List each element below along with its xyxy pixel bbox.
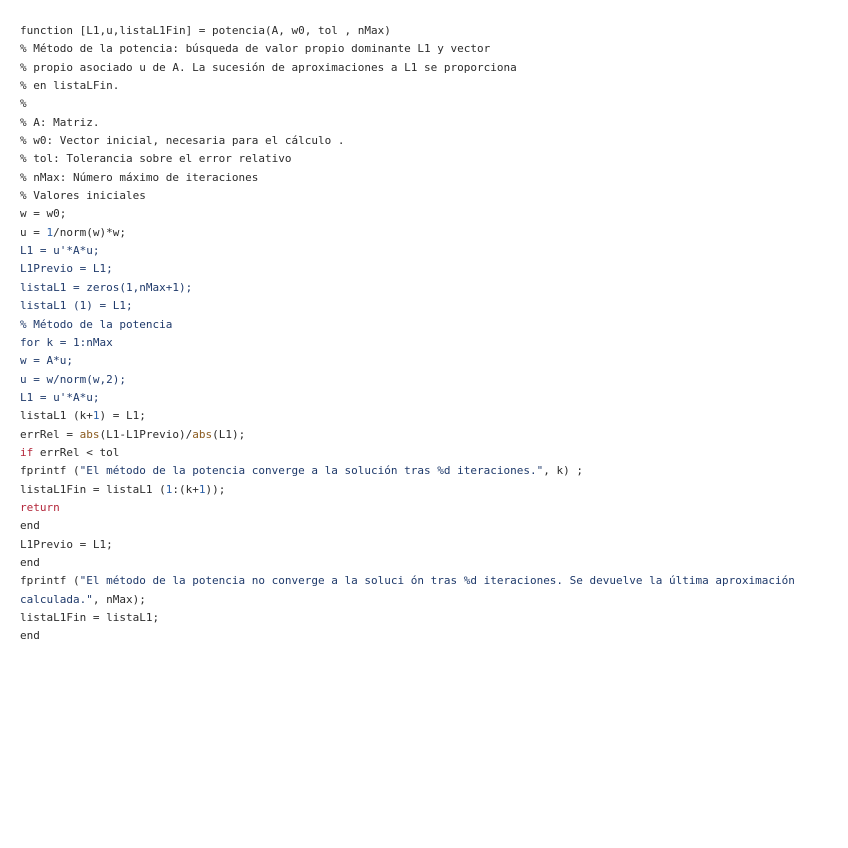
code-token-plain: (L1); bbox=[212, 427, 246, 441]
code-line bbox=[20, 371, 830, 389]
code-token-plain: fprintf ( bbox=[20, 464, 80, 478]
code-line bbox=[20, 77, 830, 95]
code-line bbox=[20, 536, 830, 554]
code-token-plain: function [L1,u,listaL1Fin] = potencia(A, w0, tol , nMax) bbox=[20, 24, 391, 37]
code-token-plain: end bbox=[20, 555, 40, 569]
code-token-keyword: return bbox=[20, 500, 60, 514]
code-token-blue: for k = 1:nMax bbox=[20, 335, 113, 349]
code-token-number: 1 bbox=[165, 482, 173, 496]
code-token-plain: listaL1Fin = listaL1; bbox=[20, 611, 160, 624]
code-line bbox=[20, 40, 830, 58]
code-line bbox=[20, 554, 830, 572]
code-line bbox=[20, 591, 830, 609]
code-line bbox=[20, 627, 830, 645]
code-token-func: abs bbox=[192, 427, 213, 441]
code-token-plain: :(k+ bbox=[172, 482, 199, 496]
code-token-plain: u = bbox=[20, 225, 47, 239]
code-token-blue: w = A*u; bbox=[20, 354, 73, 368]
code-token-plain: fprintf ( bbox=[20, 574, 80, 588]
code-line bbox=[20, 150, 830, 168]
code-token-plain: errRel < tol bbox=[33, 445, 120, 459]
code-token-plain: (L1-L1Previo)/ bbox=[99, 427, 193, 441]
code-token-plain: , nMax); bbox=[92, 592, 146, 606]
code-token-blue: L1 = u'*A*u; bbox=[20, 390, 100, 404]
code-token-blue: L1Previo = L1; bbox=[20, 262, 113, 276]
code-token-comment: % bbox=[20, 97, 27, 111]
code-token-string: calculada." bbox=[20, 592, 93, 606]
code-token-func: abs bbox=[79, 427, 100, 441]
code-line bbox=[20, 352, 830, 370]
code-line bbox=[20, 517, 830, 535]
code-token-comment: % en listaLFin. bbox=[20, 79, 120, 93]
code-line bbox=[20, 169, 830, 187]
code-token-string: "El método de la potencia no converge a la soluci ón tras %d iteraciones. Se devuelve la última aproximación bbox=[79, 574, 795, 588]
code-token-comment: % tol: Tolerancia sobre el error relativo bbox=[20, 152, 292, 166]
code-token-number: 1 bbox=[92, 409, 100, 423]
code-line bbox=[20, 260, 830, 278]
code-token-plain: /norm(w)*w; bbox=[53, 225, 126, 239]
code-token-plain: L1Previo = L1; bbox=[20, 537, 113, 551]
code-line bbox=[20, 132, 830, 150]
code-line bbox=[20, 205, 830, 223]
code-line bbox=[20, 334, 830, 352]
code-line bbox=[20, 95, 830, 113]
code-line bbox=[20, 499, 830, 517]
code-line bbox=[20, 59, 830, 77]
code-token-blue: listaL1 (1) = L1; bbox=[20, 299, 133, 313]
code-block bbox=[20, 22, 830, 646]
code-line bbox=[20, 279, 830, 297]
code-line bbox=[20, 114, 830, 132]
code-token-blue: u = w/norm(w,2); bbox=[20, 372, 126, 386]
code-token-comment: % Método de la potencia: búsqueda de valor propio dominante L1 y vector bbox=[20, 42, 491, 56]
code-token-keyword: if bbox=[20, 445, 34, 459]
code-line bbox=[20, 22, 830, 40]
code-token-plain: end bbox=[20, 519, 40, 533]
code-token-plain: w = w0; bbox=[20, 207, 67, 221]
code-token-plain: ) = L1; bbox=[99, 409, 146, 423]
code-line bbox=[20, 407, 830, 425]
code-token-blue: % Método de la potencia bbox=[20, 317, 173, 331]
code-token-plain: errRel = bbox=[20, 427, 80, 441]
code-token-string: "El método de la potencia converge a la solución tras %d iteraciones." bbox=[79, 464, 544, 478]
code-line bbox=[20, 316, 830, 334]
code-token-plain: )); bbox=[205, 482, 226, 496]
code-token-comment: % propio asociado u de A. La sucesión de aproximaciones a L1 se proporciona bbox=[20, 60, 517, 74]
code-token-plain: , k) ; bbox=[543, 464, 583, 478]
code-token-blue: L1 = u'*A*u; bbox=[20, 244, 100, 258]
code-token-comment: % Valores iniciales bbox=[20, 189, 146, 203]
code-line bbox=[20, 224, 830, 242]
code-token-plain: end bbox=[20, 629, 40, 643]
code-token-blue: listaL1 = zeros(1,nMax+1); bbox=[20, 280, 193, 294]
code-token-comment: % nMax: Número máximo de iteraciones bbox=[20, 170, 259, 184]
code-line bbox=[20, 444, 830, 462]
code-line bbox=[20, 297, 830, 315]
code-token-comment: % w0: Vector inicial, necesaria para el cálculo . bbox=[20, 134, 345, 148]
code-line bbox=[20, 462, 830, 480]
code-token-plain: listaL1 (k+ bbox=[20, 409, 93, 423]
code-line bbox=[20, 389, 830, 407]
code-token-number: 1 bbox=[46, 225, 54, 239]
code-token-number: 1 bbox=[198, 482, 206, 496]
code-line bbox=[20, 242, 830, 260]
code-token-plain: listaL1Fin = listaL1 ( bbox=[20, 482, 166, 496]
code-line bbox=[20, 426, 830, 444]
code-line bbox=[20, 609, 830, 627]
code-token-comment: % A: Matriz. bbox=[20, 115, 100, 129]
code-line bbox=[20, 572, 830, 590]
code-line bbox=[20, 481, 830, 499]
code-line bbox=[20, 187, 830, 205]
